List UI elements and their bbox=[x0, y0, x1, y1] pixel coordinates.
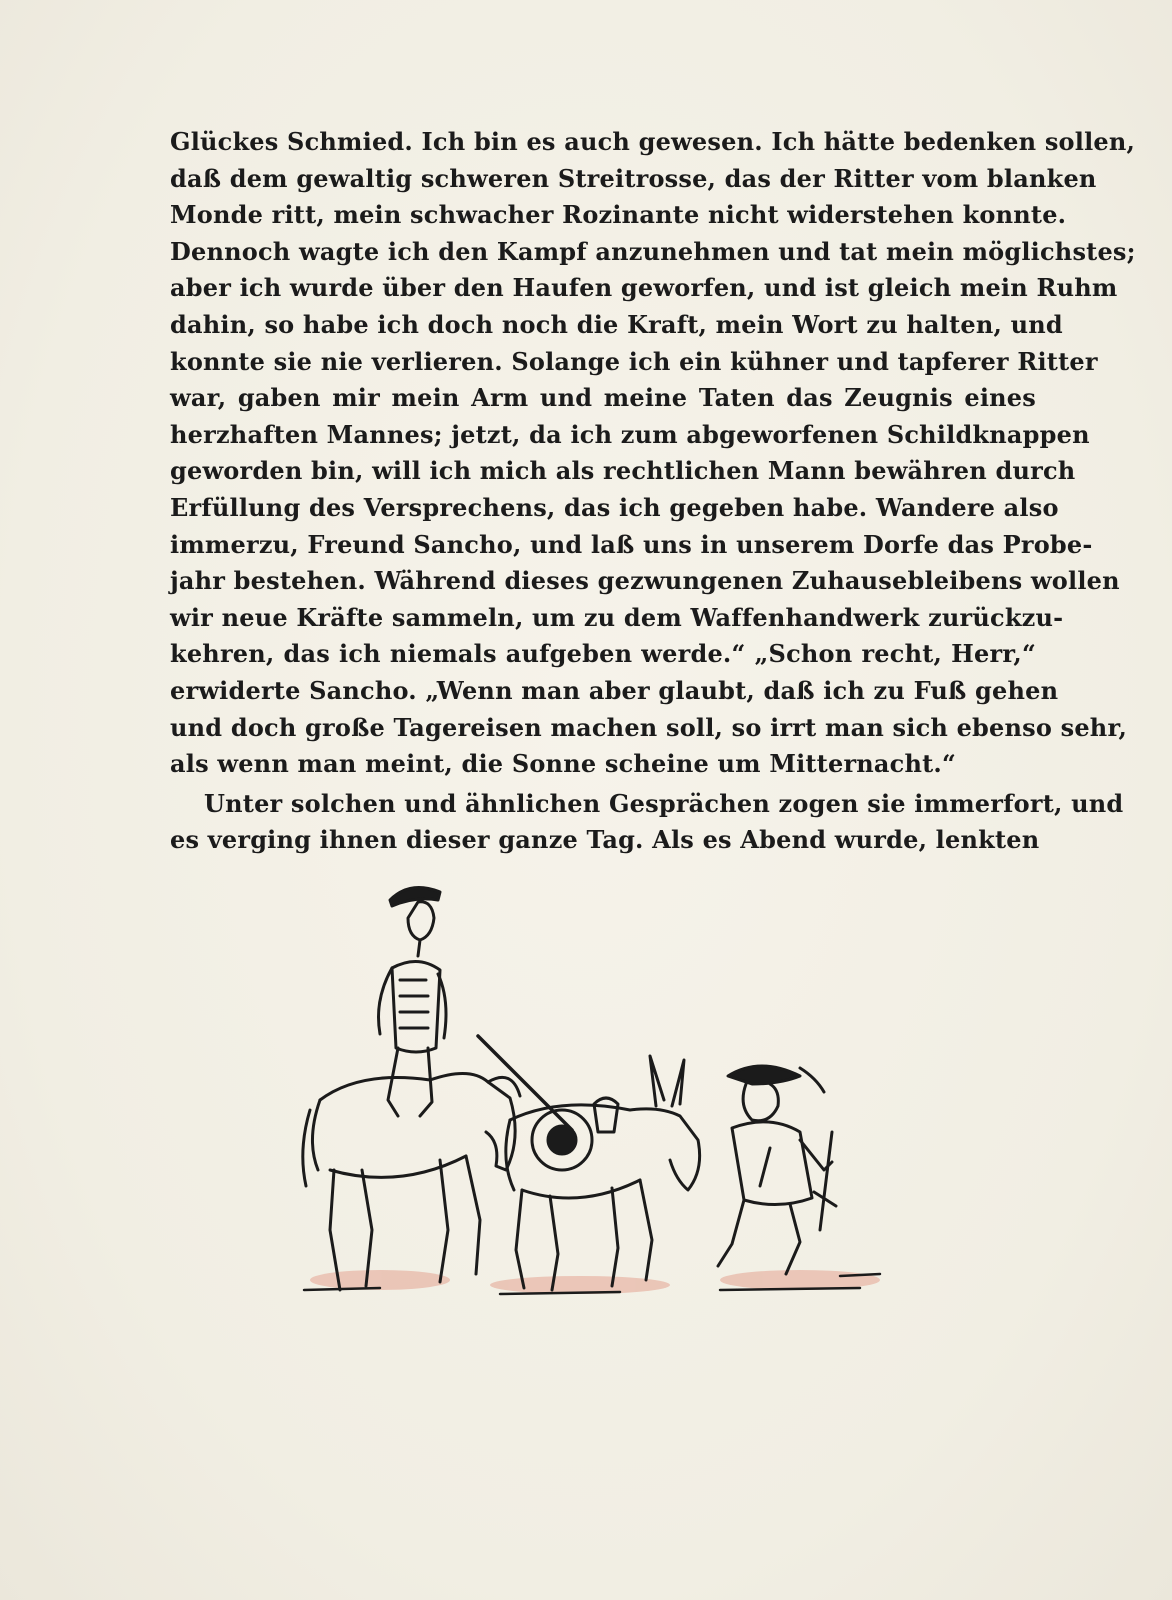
text-line: Monde ritt, mein schwacher Rozinante nicht widerstehen konnte. bbox=[170, 200, 1067, 230]
ground-tint bbox=[310, 1270, 880, 1294]
paragraph-2 bbox=[170, 786, 1124, 859]
text-line: Unter solchen und ähnlichen Gesprächen zogen sie immerfort, und bbox=[204, 788, 1124, 818]
sancho-figure bbox=[718, 1066, 836, 1274]
text-line: konnte sie nie verlieren. Solange ich ein kühner und tapferer Ritter bbox=[170, 346, 1098, 376]
text-line: aber ich wurde über den Haufen geworfen, und ist gleich mein Ruhm bbox=[170, 273, 1118, 303]
text-line: daß dem gewaltig schweren Streitrosse, das der Ritter vom blanken bbox=[170, 163, 1097, 193]
text-line: jahr bestehen. Während dieses gezwungenen Zuhausebleibens wollen bbox=[170, 566, 1120, 596]
text-line: Erfüllung des Versprechens, das ich gegeben habe. Wandere also bbox=[170, 492, 1059, 522]
text-line: als wenn man meint, die Sonne scheine um Mitternacht.“ bbox=[170, 749, 956, 779]
horse-figure bbox=[303, 1073, 520, 1290]
knight-figure bbox=[379, 888, 447, 1117]
text-line: wir neue Kräfte sammeln, um zu dem Waffenhandwerk zurückzu- bbox=[170, 602, 1064, 632]
text-line: dahin, so habe ich doch noch die Kraft, mein Wort zu halten, und bbox=[170, 309, 1063, 339]
text-line: kehren, das ich niemals aufgeben werde.“ „Schon recht, Herr,“ bbox=[170, 639, 1036, 669]
text-line: immerzu, Freund Sancho, und laß uns in unserem Dorfe das Probe- bbox=[170, 529, 1093, 559]
text-line: und doch große Tagereisen machen soll, so irrt man sich ebenso sehr, bbox=[170, 712, 1128, 742]
text-line: geworden bin, will ich mich als rechtlichen Mann bewähren durch bbox=[170, 456, 1076, 486]
text-line: erwiderte Sancho. „Wenn man aber glaubt, daß ich zu Fuß gehen bbox=[170, 675, 1059, 705]
text-line: war, gaben mir mein Arm und meine Taten das Zeugnis eines bbox=[170, 383, 1036, 413]
illustration-knight-donkey-squire bbox=[300, 870, 900, 1340]
paragraph-1 bbox=[170, 124, 1136, 783]
text-line: Dennoch wagte ich den Kampf anzunehmen und tat mein möglichstes; bbox=[170, 236, 1136, 266]
body-text bbox=[170, 124, 1136, 859]
text-line: herzhaften Mannes; jetzt, da ich zum abgeworfenen Schildknappen bbox=[170, 419, 1090, 449]
text-line: es verging ihnen dieser ganze Tag. Als es Abend wurde, lenkten bbox=[170, 825, 1040, 855]
lance bbox=[478, 1036, 572, 1130]
text-line: Glückes Schmied. Ich bin es auch gewesen. Ich hätte bedenken sollen, bbox=[170, 127, 1136, 156]
